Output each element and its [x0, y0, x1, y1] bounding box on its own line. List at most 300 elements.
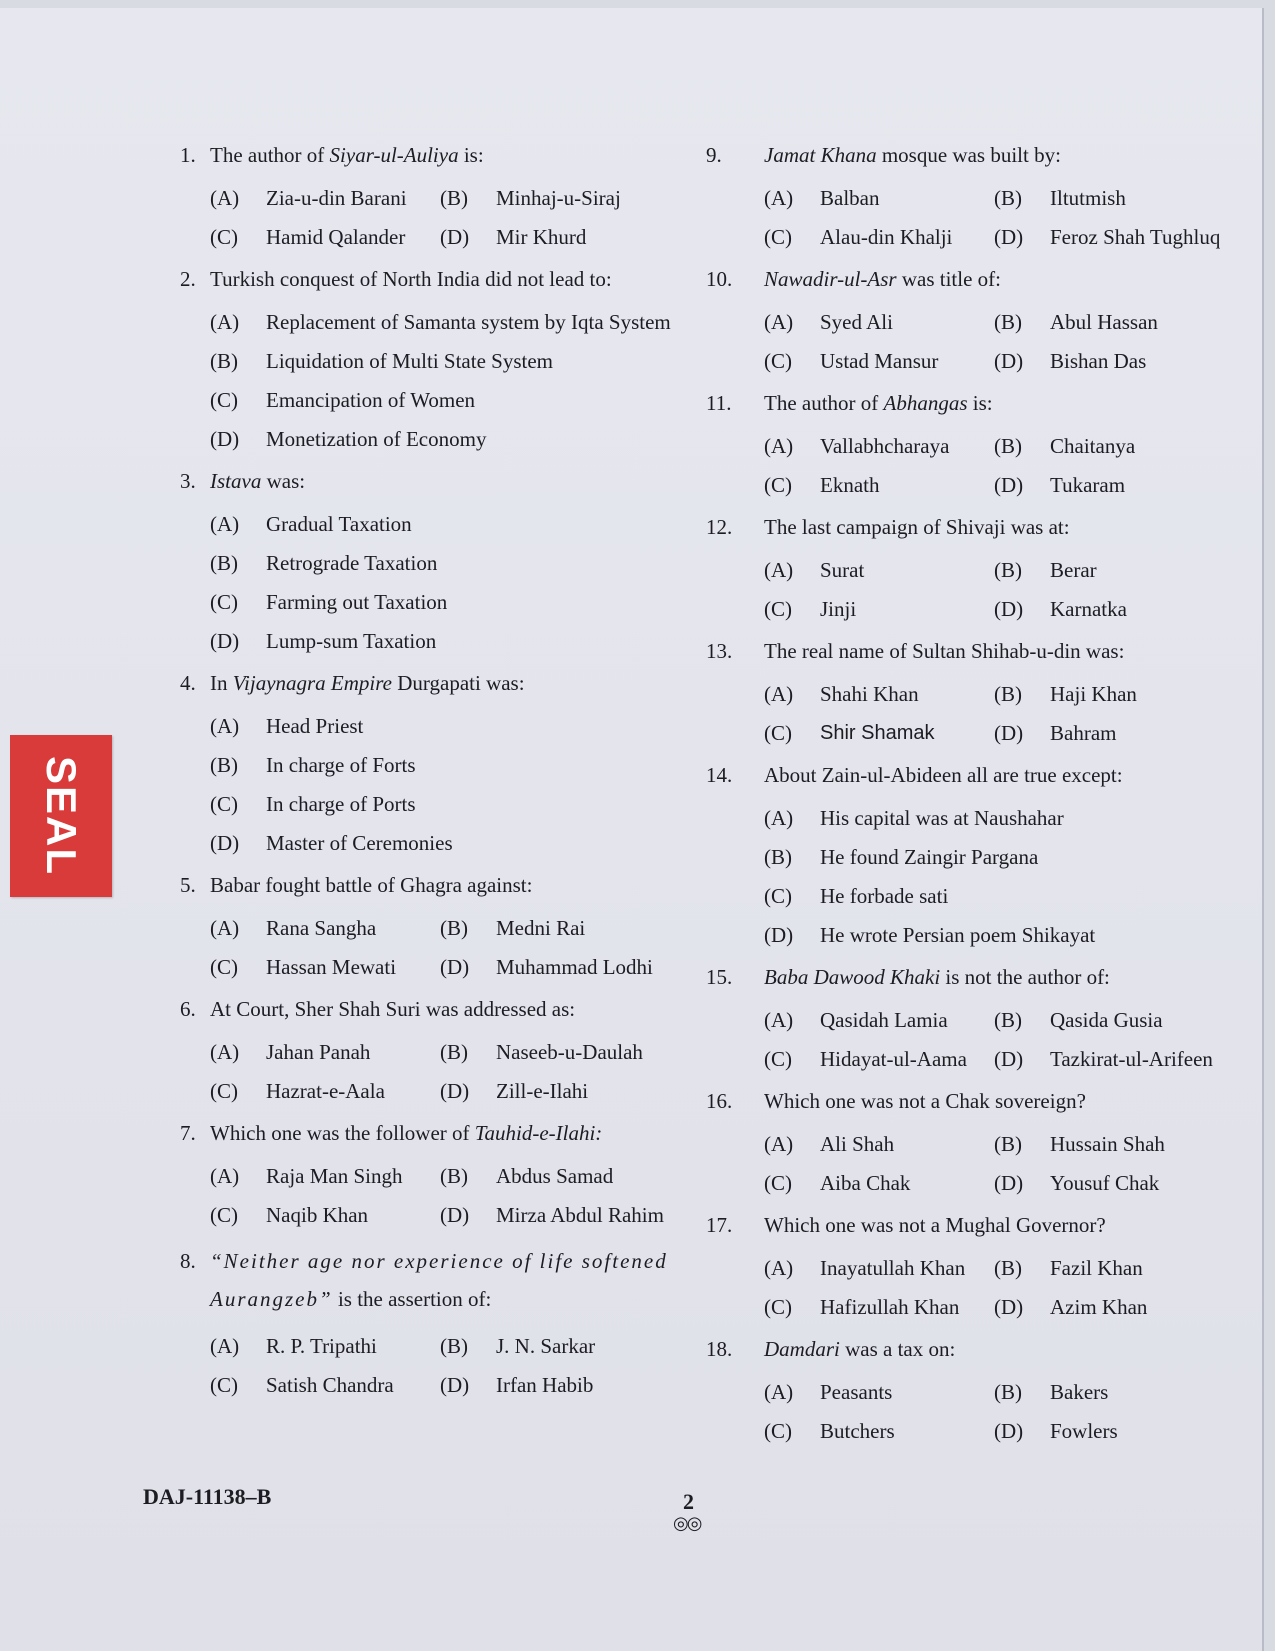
question-text: Damdari — [764, 1337, 840, 1361]
question-stem — [152, 1118, 712, 1148]
option-text: Shir Shamak — [820, 722, 935, 744]
option-d — [994, 473, 1266, 498]
option-text: Yousuf Chak — [1050, 1171, 1160, 1195]
option-d — [440, 1203, 712, 1228]
option-text: Tazkirat-ul-Arifeen — [1050, 1047, 1213, 1071]
option-label: (A) — [210, 916, 240, 940]
option-text: Bishan Das — [1050, 349, 1147, 373]
option-d — [440, 955, 712, 980]
question-number: 16. — [706, 1089, 733, 1113]
option-d — [994, 1171, 1266, 1196]
option-text: Chaitanya — [1050, 434, 1136, 458]
question-12 — [706, 512, 1266, 629]
option-text: He wrote Persian poem Shikayat — [820, 923, 1096, 947]
option-c — [764, 349, 994, 374]
option-label: (D) — [994, 349, 1024, 373]
question-5 — [152, 870, 712, 987]
question-text: is: — [458, 143, 484, 167]
question-text: The last campaign of Shivaji was at: — [764, 515, 1070, 539]
option-label: (C) — [764, 1295, 792, 1319]
option-a — [764, 1008, 994, 1033]
option-text: Zill-e-Ilahi — [496, 1079, 589, 1103]
option-text: Fowlers — [1050, 1419, 1118, 1443]
question-text: At Court, Sher Shah Suri was addressed as: — [210, 997, 576, 1021]
option-label: (C) — [764, 473, 792, 497]
option-text: Rana Sangha — [266, 916, 377, 940]
option-c — [764, 884, 1266, 909]
option-text: His capital was at Naushahar — [820, 806, 1064, 830]
option-label: (B) — [440, 1334, 468, 1358]
question-text: mosque was built by: — [876, 143, 1061, 167]
option-a — [764, 1256, 994, 1281]
option-label: (D) — [210, 427, 240, 451]
option-c — [764, 1419, 994, 1444]
option-label: (C) — [764, 721, 792, 745]
option-label: (B) — [440, 1164, 468, 1188]
option-c — [210, 590, 712, 615]
question-stem — [706, 636, 1266, 666]
option-b — [764, 845, 1266, 870]
question-number: 12. — [706, 515, 733, 539]
option-text: Satish Chandra — [266, 1373, 394, 1397]
option-text: Butchers — [820, 1419, 895, 1443]
option-d — [440, 1373, 712, 1398]
option-d — [994, 225, 1266, 250]
option-label: (A) — [210, 1040, 240, 1064]
option-label: (C) — [764, 1419, 792, 1443]
option-c — [764, 1171, 994, 1196]
option-text: Minhaj-u-Siraj — [496, 186, 621, 210]
option-text: Abul Hassan — [1050, 310, 1158, 334]
option-label: (B) — [440, 1040, 468, 1064]
option-label: (C) — [210, 590, 238, 614]
question-17 — [706, 1210, 1266, 1327]
question-stem — [706, 760, 1266, 790]
option-label: (C) — [210, 1373, 238, 1397]
option-label: (A) — [764, 1380, 794, 1404]
option-text: Hafizullah Khan — [820, 1295, 960, 1319]
option-text: Head Priest — [266, 714, 364, 738]
question-stem — [706, 264, 1266, 294]
question-text: Which one was not a Chak sovereign? — [764, 1089, 1086, 1113]
page-mark-icon: ◎◎ — [673, 1513, 701, 1533]
option-text: Vallabhcharaya — [820, 434, 950, 458]
option-text: Master of Ceremonies — [266, 831, 453, 855]
question-8 — [152, 1242, 712, 1405]
option-b — [994, 186, 1266, 211]
question-stem — [706, 962, 1266, 992]
option-label: (C) — [210, 955, 238, 979]
option-text: Replacement of Samanta system by Iqta System — [266, 310, 671, 334]
option-a — [210, 186, 440, 211]
question-stem — [152, 140, 712, 170]
option-label: (C) — [764, 349, 792, 373]
question-10 — [706, 264, 1266, 381]
question-15 — [706, 962, 1266, 1079]
option-text: Irfan Habib — [496, 1373, 594, 1397]
question-3 — [152, 466, 712, 661]
question-stem — [706, 1086, 1266, 1116]
option-label: (A) — [764, 1256, 794, 1280]
option-c — [764, 1047, 994, 1072]
option-b — [440, 1040, 712, 1065]
paper-code: DAJ-11138–B — [143, 1484, 272, 1509]
question-text: is: — [967, 391, 993, 415]
option-text: Emancipation of Women — [266, 388, 476, 412]
option-text: In charge of Forts — [266, 753, 416, 777]
option-label: (D) — [210, 629, 240, 653]
option-text: Naqib Khan — [266, 1203, 369, 1227]
option-c — [764, 225, 994, 250]
option-text: J. N. Sarkar — [496, 1334, 596, 1358]
option-a — [210, 310, 712, 335]
option-b — [210, 753, 712, 778]
question-stem — [152, 870, 712, 900]
option-b — [210, 551, 712, 576]
option-label: (D) — [440, 1203, 470, 1227]
option-label: (A) — [764, 310, 794, 334]
option-text: Jahan Panah — [266, 1040, 371, 1064]
option-d — [210, 831, 712, 856]
option-text: Hazrat-e-Aala — [266, 1079, 385, 1103]
option-text: Tukaram — [1050, 473, 1126, 497]
option-text: Mir Khurd — [496, 225, 587, 249]
option-label: (C) — [210, 1203, 238, 1227]
option-c — [764, 721, 994, 746]
option-label: (B) — [210, 349, 238, 373]
option-text: Hidayat-ul-Aama — [820, 1047, 967, 1071]
question-text: Tauhid-e-Ilahi: — [474, 1121, 603, 1145]
option-text: Bakers — [1050, 1380, 1109, 1404]
option-b — [994, 1132, 1266, 1157]
option-label: (D) — [994, 721, 1024, 745]
option-text: Alau-din Khalji — [820, 225, 953, 249]
option-text: Muhammad Lodhi — [496, 955, 653, 979]
option-text: Azim Khan — [1050, 1295, 1148, 1319]
question-text: was: — [261, 469, 306, 493]
option-text: Eknath — [820, 473, 880, 497]
option-b — [994, 1256, 1266, 1281]
option-label: (C) — [764, 884, 792, 908]
option-label: (A) — [764, 1132, 794, 1156]
option-d — [994, 1047, 1266, 1072]
question-7 — [152, 1118, 712, 1235]
option-text: Lump-sum Taxation — [266, 629, 437, 653]
question-number: 5. — [180, 873, 196, 897]
option-c — [210, 792, 712, 817]
option-text: Medni Rai — [496, 916, 586, 940]
question-text: “Neither age nor experience of life softened Aurangzeb” — [210, 1249, 668, 1311]
question-stem — [152, 994, 712, 1024]
question-stem — [706, 512, 1266, 542]
option-label: (A) — [210, 714, 240, 738]
option-label: (A) — [764, 434, 794, 458]
question-number: 11. — [706, 391, 732, 415]
option-a — [764, 310, 994, 335]
option-label: (C) — [764, 1047, 792, 1071]
option-label: (B) — [210, 551, 238, 575]
option-a — [210, 1040, 440, 1065]
option-text: Bahram — [1050, 721, 1117, 745]
option-label: (D) — [994, 597, 1024, 621]
option-label: (C) — [210, 388, 238, 412]
question-text: Which one was the follower of — [210, 1121, 475, 1145]
option-text: He forbade sati — [820, 884, 949, 908]
question-number: 7. — [180, 1121, 196, 1145]
option-label: (D) — [440, 225, 470, 249]
option-b — [994, 682, 1266, 707]
question-4 — [152, 668, 712, 863]
option-label: (D) — [764, 923, 794, 947]
option-text: Syed Ali — [820, 310, 893, 334]
option-text: Ustad Mansur — [820, 349, 939, 373]
question-stem — [152, 264, 712, 294]
question-number: 1. — [180, 143, 196, 167]
option-b — [994, 310, 1266, 335]
option-text: Zia-u-din Barani — [266, 186, 407, 210]
option-text: Balban — [820, 186, 880, 210]
question-stem — [706, 140, 1266, 170]
option-d — [994, 349, 1266, 374]
question-text: Vijaynagra Empire — [232, 671, 392, 695]
option-label: (C) — [764, 597, 792, 621]
question-stem — [706, 1210, 1266, 1240]
option-label: (B) — [994, 682, 1022, 706]
option-d — [994, 597, 1266, 622]
seal-tab — [10, 735, 112, 897]
option-label: (B) — [994, 1256, 1022, 1280]
option-b — [210, 349, 712, 374]
option-label: (D) — [210, 831, 240, 855]
option-text: Karnatka — [1050, 597, 1127, 621]
option-label: (B) — [440, 916, 468, 940]
option-text: Surat — [820, 558, 865, 582]
option-text: Inayatullah Khan — [820, 1256, 966, 1280]
option-text: Raja Man Singh — [266, 1164, 403, 1188]
option-label: (D) — [994, 1295, 1024, 1319]
option-label: (D) — [440, 955, 470, 979]
option-b — [440, 1164, 712, 1189]
option-text: He found Zaingir Pargana — [820, 845, 1039, 869]
option-a — [210, 1164, 440, 1189]
option-label: (A) — [210, 186, 240, 210]
option-label: (C) — [210, 225, 238, 249]
question-stem — [152, 668, 712, 698]
question-text: was title of: — [896, 267, 1001, 291]
option-text: Liquidation of Multi State System — [266, 349, 553, 373]
option-text: Qasida Gusia — [1050, 1008, 1163, 1032]
option-c — [210, 225, 440, 250]
option-a — [764, 806, 1266, 831]
option-label: (B) — [210, 753, 238, 777]
question-number: 18. — [706, 1337, 733, 1361]
question-stem — [152, 466, 712, 496]
option-text: Peasants — [820, 1380, 893, 1404]
option-label: (D) — [440, 1079, 470, 1103]
option-label: (B) — [764, 845, 792, 869]
option-text: In charge of Ports — [266, 792, 416, 816]
question-number: 15. — [706, 965, 733, 989]
option-a — [210, 512, 712, 537]
option-label: (D) — [994, 1171, 1024, 1195]
option-c — [210, 1079, 440, 1104]
option-label: (D) — [994, 1419, 1024, 1443]
option-text: Abdus Samad — [496, 1164, 614, 1188]
option-text: Ali Shah — [820, 1132, 895, 1156]
option-label: (B) — [994, 558, 1022, 582]
option-a — [764, 186, 994, 211]
option-text: Naseeb-u-Daulah — [496, 1040, 643, 1064]
option-a — [210, 1334, 440, 1359]
option-d — [994, 1419, 1266, 1444]
question-6 — [152, 994, 712, 1111]
question-text: was a tax on: — [839, 1337, 956, 1361]
option-c — [764, 597, 994, 622]
option-label: (A) — [764, 806, 794, 830]
exam-page — [0, 8, 1264, 1651]
question-text: Jamat Khana — [764, 143, 877, 167]
question-number: 10. — [706, 267, 733, 291]
option-label: (B) — [994, 1008, 1022, 1032]
question-text: Baba Dawood Khaki — [764, 965, 941, 989]
seal-label: SEAL — [38, 755, 85, 877]
question-text: Turkish conquest of North India did not lead to: — [210, 267, 612, 291]
option-label: (C) — [210, 1079, 238, 1103]
option-d — [440, 225, 712, 250]
option-d — [994, 1295, 1266, 1320]
option-d — [440, 1079, 712, 1104]
page-number: 2 — [683, 1489, 694, 1514]
question-text: Which one was not a Mughal Governor? — [764, 1213, 1106, 1237]
option-label: (C) — [764, 225, 792, 249]
option-text: Feroz Shah Tughluq — [1050, 225, 1221, 249]
option-c — [210, 1373, 440, 1398]
option-text: Shahi Khan — [820, 682, 919, 706]
question-number: 17. — [706, 1213, 733, 1237]
option-label: (C) — [764, 1171, 792, 1195]
option-a — [210, 714, 712, 739]
question-14 — [706, 760, 1266, 955]
option-label: (D) — [994, 473, 1024, 497]
question-number: 3. — [180, 469, 196, 493]
question-number: 8. — [180, 1249, 196, 1273]
option-label: (A) — [764, 682, 794, 706]
question-18 — [706, 1334, 1266, 1451]
option-label: (A) — [764, 558, 794, 582]
option-label: (B) — [994, 434, 1022, 458]
question-number: 4. — [180, 671, 196, 695]
left-column — [152, 133, 712, 1405]
question-11 — [706, 388, 1266, 505]
option-label: (D) — [440, 1373, 470, 1397]
option-label: (B) — [994, 186, 1022, 210]
right-column — [706, 133, 1266, 1451]
option-text: Hussain Shah — [1050, 1132, 1165, 1156]
option-text: Fazil Khan — [1050, 1256, 1143, 1280]
option-b — [994, 1380, 1266, 1405]
question-text: Nawadir-ul-Asr — [764, 267, 897, 291]
question-number: 2. — [180, 267, 196, 291]
option-text: Jinji — [820, 597, 857, 621]
option-b — [440, 1334, 712, 1359]
option-text: Qasidah Lamia — [820, 1008, 948, 1032]
question-number: 6. — [180, 997, 196, 1021]
question-stem — [706, 1334, 1266, 1364]
option-label: (B) — [994, 1380, 1022, 1404]
question-text: About Zain-ul-Abideen all are true except: — [764, 763, 1123, 787]
question-text: Siyar-ul-Auliya — [329, 143, 459, 167]
option-label: (B) — [440, 186, 468, 210]
option-text: Hamid Qalander — [266, 225, 406, 249]
question-13 — [706, 636, 1266, 753]
question-text: Babar fought battle of Ghagra against: — [210, 873, 533, 897]
option-b — [994, 558, 1266, 583]
option-b — [994, 1008, 1266, 1033]
option-label: (A) — [210, 1164, 240, 1188]
option-text: R. P. Tripathi — [266, 1334, 377, 1358]
question-number: 13. — [706, 639, 733, 663]
option-label: (A) — [764, 1008, 794, 1032]
option-label: (D) — [994, 1047, 1024, 1071]
option-d — [764, 923, 1266, 948]
option-text: Haji Khan — [1050, 682, 1137, 706]
question-text: is the assertion of: — [332, 1287, 492, 1311]
option-c — [210, 955, 440, 980]
option-label: (A) — [210, 310, 240, 334]
option-text: Mirza Abdul Rahim — [496, 1203, 664, 1227]
option-a — [764, 682, 994, 707]
option-label: (A) — [764, 186, 794, 210]
question-1 — [152, 140, 712, 257]
question-number: 14. — [706, 763, 733, 787]
option-text: Monetization of Economy — [266, 427, 487, 451]
question-stem — [706, 388, 1266, 418]
option-label: (B) — [994, 1132, 1022, 1156]
option-label: (C) — [210, 792, 238, 816]
option-text: Aiba Chak — [820, 1171, 911, 1195]
option-a — [764, 434, 994, 459]
option-text: Berar — [1050, 558, 1097, 582]
option-text: Hassan Mewati — [266, 955, 397, 979]
option-text: Iltutmish — [1050, 186, 1126, 210]
question-text: In — [210, 671, 233, 695]
option-c — [210, 388, 712, 413]
question-16 — [706, 1086, 1266, 1203]
question-text: is not the author of: — [940, 965, 1110, 989]
question-number: 9. — [706, 143, 722, 167]
option-a — [210, 916, 440, 941]
option-b — [440, 186, 712, 211]
option-a — [764, 558, 994, 583]
question-text: Durgapati was: — [391, 671, 525, 695]
question-text: Abhangas — [883, 391, 968, 415]
question-text: Istava — [210, 469, 262, 493]
option-label: (D) — [994, 225, 1024, 249]
question-text: The author of — [764, 391, 884, 415]
option-c — [764, 1295, 994, 1320]
question-stem — [152, 1242, 712, 1318]
option-label: (A) — [210, 512, 240, 536]
option-c — [210, 1203, 440, 1228]
question-text: The real name of Sultan Shihab-u-din was: — [764, 639, 1125, 663]
option-text: Farming out Taxation — [266, 590, 448, 614]
option-a — [764, 1132, 994, 1157]
option-b — [994, 434, 1266, 459]
option-d — [210, 427, 712, 452]
question-text: The author of — [210, 143, 330, 167]
option-c — [764, 473, 994, 498]
option-d — [994, 721, 1266, 746]
